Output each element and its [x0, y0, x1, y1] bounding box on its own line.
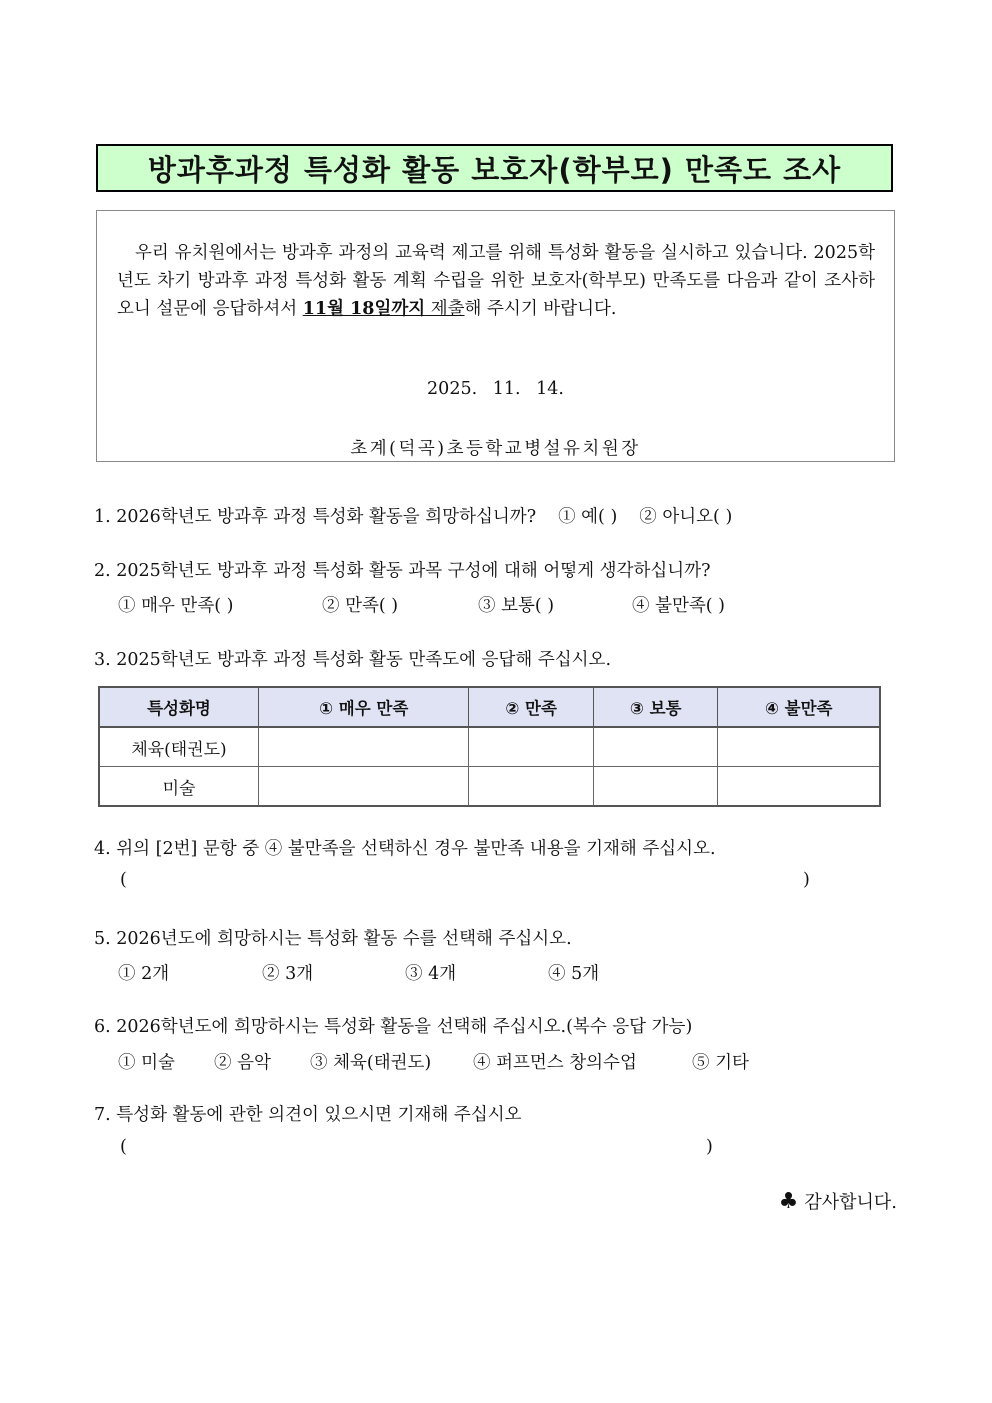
table-cell[interactable] — [718, 767, 880, 807]
q2-option-3[interactable]: ③ 보통( ) — [478, 596, 555, 616]
table-header-row — [99, 687, 880, 727]
q2-option-1[interactable]: ① 매우 만족( ) — [118, 596, 234, 616]
question-5-text: 5. 2026년도에 희망하시는 특성화 활동 수를 선택해 주십시오. — [94, 929, 572, 949]
header-neutral: ③ 보통 — [593, 687, 718, 727]
q4-answer-close: ) — [803, 870, 810, 890]
table-cell[interactable] — [469, 767, 594, 807]
question-4-text: 4. 위의 [2번] 문항 중 ④ 불만족을 선택하신 경우 불만족 내용을 기재해 주십시오. — [94, 839, 716, 859]
question-7-text: 7. 특성화 활동에 관한 의견이 있으시면 기재해 주십시오 — [94, 1105, 522, 1125]
q6-option-1[interactable]: ① 미술 — [118, 1053, 175, 1073]
row-activity-name: 체육(태권도) — [99, 727, 259, 767]
q5-option-4[interactable]: ④ 5개 — [548, 964, 600, 984]
q7-answer-close: ) — [706, 1137, 713, 1157]
survey-title: 방과후과정 특성화 활동 보호자(학부모) 만족도 조사 — [147, 152, 842, 187]
intro-body-after: 해 주시기 바랍니다. — [464, 299, 617, 319]
intro-body-before: 우리 유치원에서는 방과후 과정의 교육력 제고를 위해 특성화 활동을 실시하고 있습니다. 2025학년도 차기 방과후 과정 특성화 활동 계획 수립을 위한 보호자(학부모) 만족도를 다음과 같이 조사하오니 설문에 응답하셔서 — [117, 243, 875, 319]
question-2-text: 2. 2025학년도 방과후 과정 특성화 활동 과목 구성에 대해 어떻게 생각하십니까? — [94, 561, 711, 581]
table-cell[interactable] — [593, 727, 718, 767]
q7-answer-open: ( — [120, 1137, 127, 1157]
question-3-text: 3. 2025학년도 방과후 과정 특성화 활동 만족도에 응답해 주십시오. — [94, 650, 612, 670]
intro-date: 2025. 11. 14. — [427, 379, 564, 399]
q2-option-4[interactable]: ④ 불만족( ) — [632, 596, 725, 616]
q6-option-3[interactable]: ③ 체육(태권도) — [310, 1053, 432, 1073]
q2-option-2[interactable]: ② 만족( ) — [322, 596, 399, 616]
question-6-text: 6. 2026학년도에 희망하시는 특성화 활동을 선택해 주십시오.(복수 응답 가능) — [94, 1017, 693, 1037]
intro-box — [96, 210, 895, 462]
q1-option-yes[interactable]: ① 예( ) — [558, 507, 618, 527]
table-cell[interactable] — [593, 767, 718, 807]
question-1 — [94, 503, 732, 528]
q5-option-2[interactable]: ② 3개 — [262, 964, 314, 984]
thanks-text: 감사합니다. — [804, 1192, 897, 1213]
q5-option-3[interactable]: ③ 4개 — [405, 964, 457, 984]
header-very-satisfied: ① 매우 만족 — [259, 687, 469, 727]
thanks-line — [779, 1188, 897, 1214]
header-activity: 특성화명 — [99, 687, 259, 727]
table-cell[interactable] — [259, 727, 469, 767]
q6-option-4[interactable]: ④ 퍼프먼스 창의수업 — [473, 1053, 637, 1073]
table-row — [99, 767, 880, 807]
intro-signer: 초계(덕곡)초등학교병설유치원장 — [350, 439, 641, 459]
q6-option-2[interactable]: ② 음악 — [214, 1053, 271, 1073]
header-satisfied: ② 만족 — [469, 687, 594, 727]
table-cell[interactable] — [259, 767, 469, 807]
q1-option-no[interactable]: ② 아니오( ) — [639, 507, 733, 527]
q4-answer-open: ( — [120, 870, 127, 890]
survey-title-box — [96, 144, 893, 192]
table-cell[interactable] — [469, 727, 594, 767]
q6-option-5[interactable]: ⑤ 기타 — [692, 1053, 749, 1073]
intro-paragraph — [117, 239, 875, 323]
satisfaction-table — [98, 686, 881, 807]
question-1-text: 1. 2026학년도 방과후 과정 특성화 활동을 희망하십니까? — [94, 507, 537, 527]
table-row — [99, 727, 880, 767]
table-cell[interactable] — [718, 727, 880, 767]
header-dissatisfied: ④ 불만족 — [718, 687, 880, 727]
club-icon: ♣ — [778, 1188, 799, 1214]
deadline-tail: 제출 — [425, 299, 465, 319]
row-activity-name: 미술 — [99, 767, 259, 807]
deadline-text: 11월 18일까지 — [302, 299, 426, 319]
q5-option-1[interactable]: ① 2개 — [118, 964, 170, 984]
